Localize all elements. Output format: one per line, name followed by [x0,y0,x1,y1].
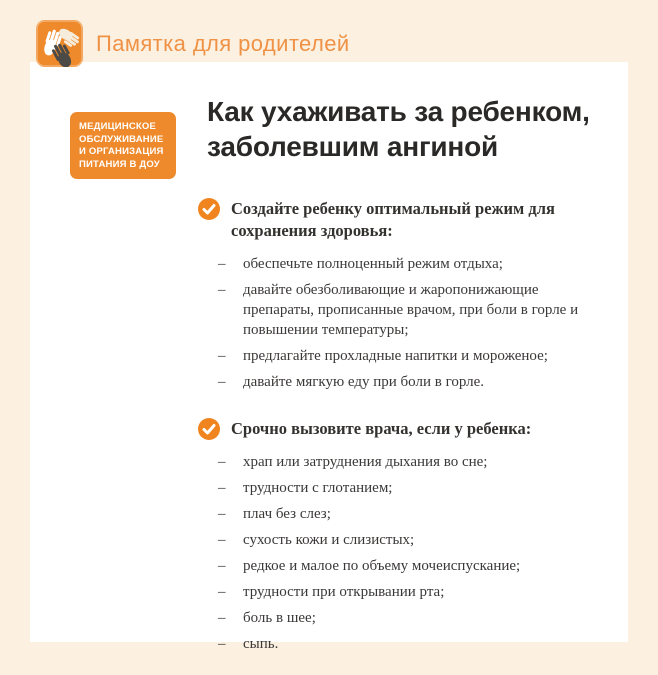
dash-bullet: – [218,584,226,600]
list-item [198,254,602,274]
section-heading-row [198,418,602,440]
list-item [198,582,602,602]
content-card [30,62,628,652]
section-care-regime [198,198,602,392]
badge-line: ПИТАНИЯ В ДОУ [79,158,160,170]
section-heading-row [198,198,602,242]
list-item [198,504,602,524]
section-heading [231,198,555,242]
list-item-text: трудности при открывании рта; [243,584,445,600]
section-call-doctor [198,418,602,654]
list-item-text: обеспечьте полноценный режим отдыха; [243,256,503,272]
dash-bullet: – [218,610,226,626]
dash-bullet: – [218,454,226,470]
list-item [198,452,602,472]
dash-bullet: – [218,282,226,298]
list-item-text: сыпь. [243,636,279,652]
list-item-text: редкое и малое по объему мочеиспускание; [243,558,521,574]
category-badge [70,112,176,179]
article-title [207,94,602,164]
badge-line: И ОРГАНИЗАЦИЯ [79,146,164,157]
list-item [198,608,602,628]
list-item [198,280,602,340]
section-heading-line: Создайте ребенку оптимальный режим для [231,199,555,218]
article-title-line: заболевшим ангиной [207,131,499,162]
list-item-text: сухость кожи и слизистых; [243,532,415,548]
article-title-line: Как ухаживать за ребенком, [207,96,590,127]
page-header [36,20,350,67]
list-item-text: боль в шее; [243,610,316,626]
call-doctor-list [198,452,602,654]
dash-bullet: – [218,506,226,522]
care-regime-list [198,254,602,392]
list-item-text: плач без слез; [243,506,331,522]
section-heading-line: сохранения здоровья: [231,221,393,240]
section-heading [231,418,531,440]
list-item [198,478,602,498]
list-item [198,346,602,366]
list-item [198,634,602,654]
list-item-text: храп или затруднения дыхания во сне; [243,454,488,470]
list-item-text: давайте мягкую еду при боли в горле. [243,374,485,390]
list-item-text: давайте обезболивающие и жаропонижающие препараты, прописанные врачом, при боли в горле и повышении температуры; [243,282,579,338]
list-item-text: предлагайте прохладные напитки и мороженое; [243,348,548,364]
checkmark-icon [198,418,220,440]
dash-bullet: – [218,256,226,272]
section-heading-line: Срочно вызовите врача, если у ребенка: [231,419,532,438]
dash-bullet: – [218,558,226,574]
list-item-text: трудности с глотанием; [243,480,393,496]
list-item [198,556,602,576]
badge-line: ОБСЛУЖИВАНИЕ [79,133,164,145]
dash-bullet: – [218,348,226,364]
article-content [198,94,602,660]
page-header-title: Памятка для родителей [96,30,350,56]
dash-bullet: – [218,480,226,496]
dash-bullet: – [218,636,226,652]
badge-line: МЕДИЦИНСКОЕ [79,121,157,132]
list-item [198,372,602,392]
dash-bullet: – [218,532,226,548]
caring-hands-icon [36,20,83,67]
list-item [198,530,602,550]
dash-bullet: – [218,374,226,390]
checkmark-icon [198,198,220,220]
